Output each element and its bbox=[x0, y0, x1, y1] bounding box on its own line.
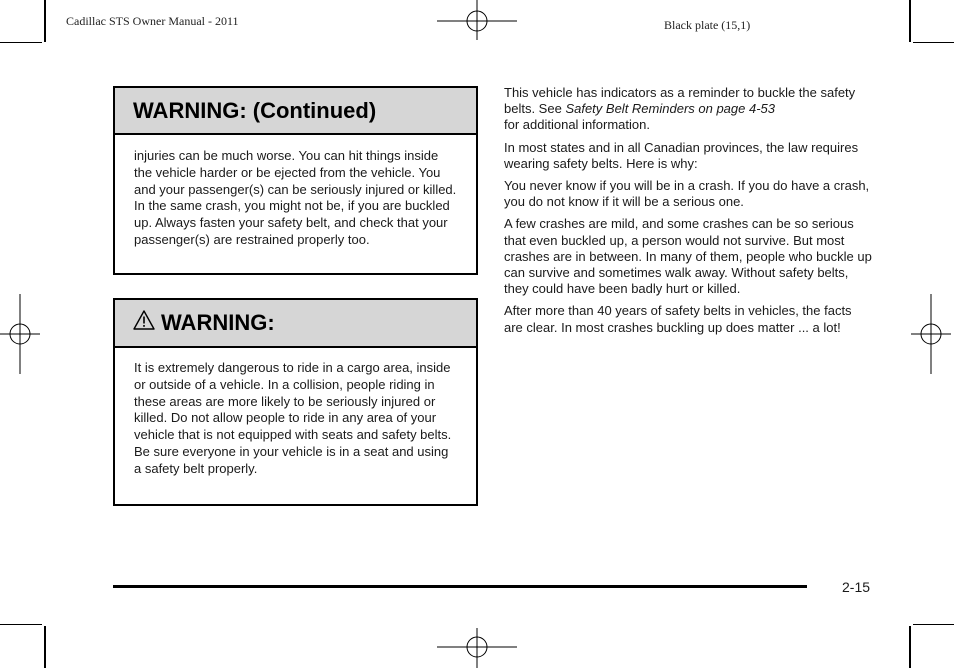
paragraph-reminders bbox=[504, 85, 872, 134]
paragraph-reminders-text: This vehicle has indicators as a reminder to buckle the safety belts. See bbox=[504, 85, 856, 117]
right-column bbox=[504, 85, 872, 342]
registration-mark-top bbox=[437, 0, 517, 40]
manual-title: Cadillac STS Owner Manual - 2011 bbox=[66, 14, 239, 28]
warning-cargo-text: It is extremely dangerous to ride in a cargo area, inside or outside of a vehicle. In a collision, people riding in these areas are more likely to be seriously injured or killed. Do not allow people to ride in any area of your vehicle that is not equipped with seats and safety belts. Be sure everyone in your vehicle is in a seat and using a safety belt properly. bbox=[134, 360, 452, 476]
crop-mark bbox=[909, 626, 911, 668]
registration-mark-bottom bbox=[437, 628, 517, 668]
crop-mark bbox=[44, 626, 46, 668]
warning-cargo-box bbox=[113, 298, 478, 506]
warning-cargo-header bbox=[115, 300, 476, 348]
paragraph-reminders-end: for additional information. bbox=[504, 117, 650, 133]
plate-label: Black plate (15,1) bbox=[664, 18, 751, 32]
footer-rule bbox=[113, 585, 807, 588]
paragraph-law: In most states and in all Canadian provinces, the law requires wearing safety belts. Here is why: bbox=[504, 139, 859, 171]
page-number: 2-15 bbox=[842, 579, 871, 595]
paragraph-never-know: You never know if you will be in a crash. If you do have a crash, you do not know if it will be a serious one. bbox=[504, 178, 870, 210]
warning-triangle-icon bbox=[133, 310, 155, 336]
registration-mark-left bbox=[0, 294, 40, 374]
paragraph-facts: After more than 40 years of safety belts in vehicles, the facts are clear. In most crashes buckling up does matter ... a lot! bbox=[504, 303, 852, 335]
crop-mark bbox=[913, 624, 954, 625]
crop-mark bbox=[44, 0, 46, 42]
warning-cargo-title: WARNING: bbox=[161, 310, 275, 335]
warning-continued-title: WARNING: (Continued) bbox=[133, 97, 377, 123]
registration-mark-right bbox=[911, 294, 951, 374]
crop-mark bbox=[0, 624, 42, 625]
crop-mark bbox=[0, 42, 42, 43]
warning-continued-header bbox=[115, 88, 476, 135]
warning-continued-text: injuries can be much worse. You can hit things inside the vehicle harder or be ejected from the vehicle. You and your passenger(s) can be seriously injured or killed. In the same crash, you might not be, if you are buckled up. Always fasten your safety belt, and check that your passenger(s) are restrained properly too. bbox=[134, 148, 457, 247]
crop-mark bbox=[913, 42, 954, 43]
cross-reference-link[interactable]: Safety Belt Reminders on page 4‑53 bbox=[565, 101, 776, 117]
crop-mark bbox=[909, 0, 911, 42]
paragraph-crashes: A few crashes are mild, and some crashes can be so serious that even buckled up, a person would not survive. But most crashes are in between. In many of them, people who buckle up can survive and sometimes walk away. Without safety belts, they could have been badly hurt or killed. bbox=[504, 216, 872, 297]
warning-continued-box bbox=[113, 86, 478, 275]
